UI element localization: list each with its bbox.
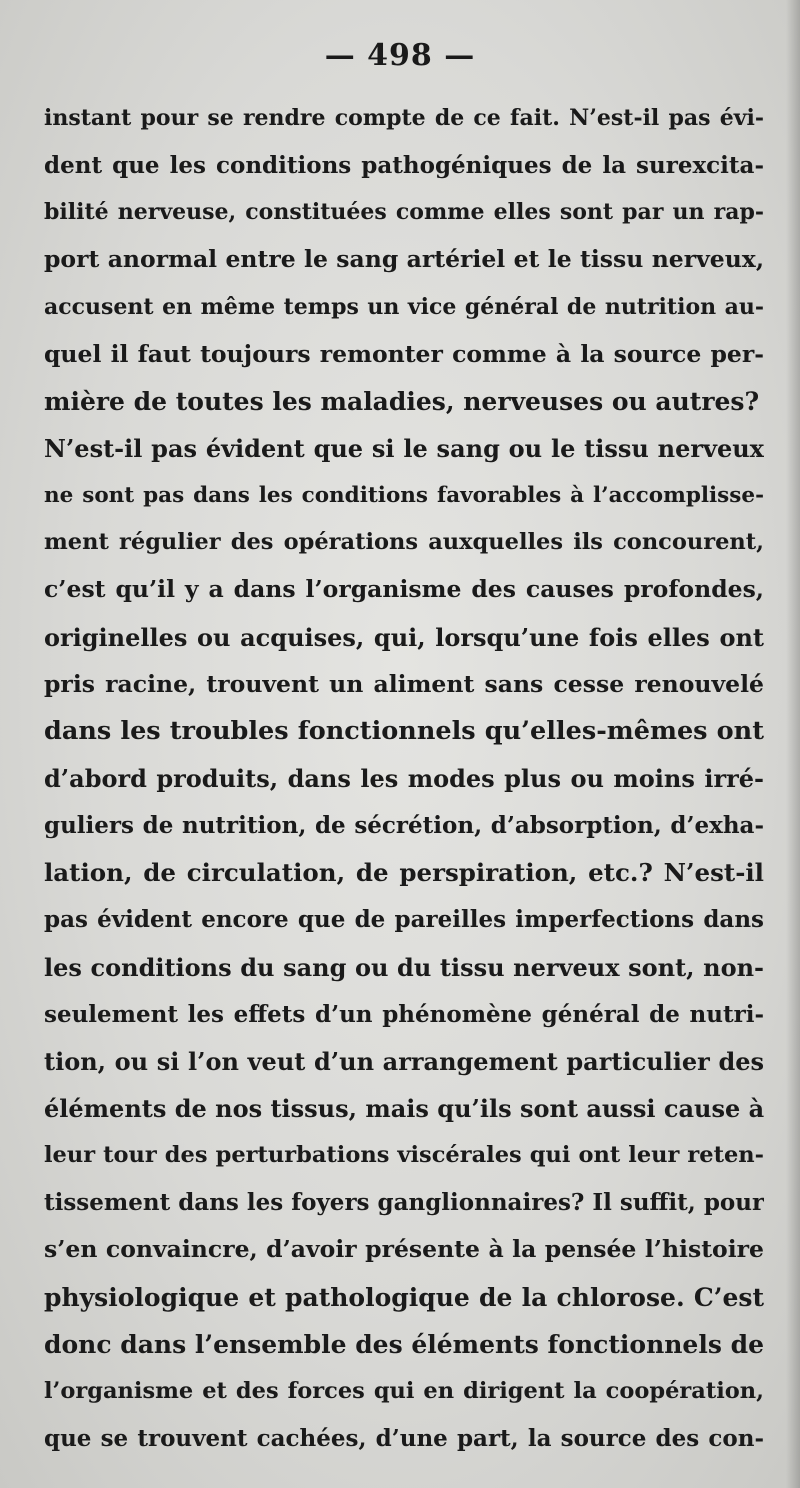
- text-line: leur tour des perturbations viscérales qui ont leur reten-: [44, 1142, 764, 1169]
- text-line: que se trouvent cachées, d’une part, la source des con-: [44, 1424, 764, 1452]
- text-line: dent que les conditions pathogéniques de la surexcita-: [44, 152, 764, 180]
- text-line: s’en convaincre, d’avoir présente à la pensée l’histoire: [44, 1235, 764, 1264]
- text-line: quel il faut toujours remonter comme à la source per-: [44, 339, 764, 368]
- text-line: ment régulier des opérations auxquelles ils concourent,: [44, 529, 764, 556]
- text-line: physiologique et pathologique de la chlorose. C’est: [44, 1282, 764, 1312]
- text-line: bilité nerveuse, constituées comme elles sont par un rap-: [44, 199, 764, 226]
- text-line: ne sont pas dans les conditions favorables à l’accomplisse-: [44, 483, 764, 509]
- text-line: pas évident encore que de pareilles imperfections dans: [44, 906, 764, 934]
- text-line: mière de toutes les maladies, nerveuses ou autres?: [44, 386, 760, 416]
- text-line: lation, de circulation, de perspiration, etc.? N’est-il: [44, 858, 764, 888]
- text-line: tion, ou si l’on veut d’un arrangement particulier des: [44, 1046, 764, 1076]
- text-line: N’est-il pas évident que si le sang ou le tissu nerveux: [44, 433, 764, 463]
- text-line: seulement les effets d’un phénomène général de nutri-: [44, 1000, 764, 1028]
- text-line: d’abord produits, dans les modes plus ou moins irré-: [44, 763, 764, 793]
- text-line: les conditions du sang ou du tissu nerveux sont, non-: [44, 952, 764, 982]
- text-line: port anormal entre le sang artériel et le tissu nerveux,: [44, 245, 764, 274]
- text-line: originelles ou acquises, qui, lorsqu’une fois elles ont: [44, 622, 764, 652]
- text-line: accusent en même temps un vice général de nutrition au-: [44, 293, 764, 320]
- text-line: dans les troubles fonctionnels qu’elles-mêmes ont: [44, 715, 764, 746]
- text-line: l’organisme et des forces qui en dirigent la coopération,: [44, 1377, 764, 1404]
- text-line: c’est qu’il y a dans l’organisme des causes profondes,: [44, 575, 764, 604]
- text-line: instant pour se rendre compte de ce fait. N’est-il pas évi-: [44, 105, 764, 131]
- text-line: pris racine, trouvent un aliment sans cesse renouvelé: [44, 669, 764, 698]
- text-line: donc dans l’ensemble des éléments fonctionnels de: [44, 1329, 764, 1359]
- page-number: — 498 —: [324, 38, 476, 73]
- text-line: tissement dans les foyers ganglionnaires? Il suffit, pour: [44, 1189, 764, 1217]
- body-text: [44, 95, 764, 1462]
- text-line: éléments de nos tissus, mais qu’ils sont aussi cause à: [44, 1093, 764, 1123]
- text-line: guliers de nutrition, de sécrétion, d’absorption, d’exha-: [44, 812, 764, 840]
- page-edge-shadow: [786, 0, 800, 1488]
